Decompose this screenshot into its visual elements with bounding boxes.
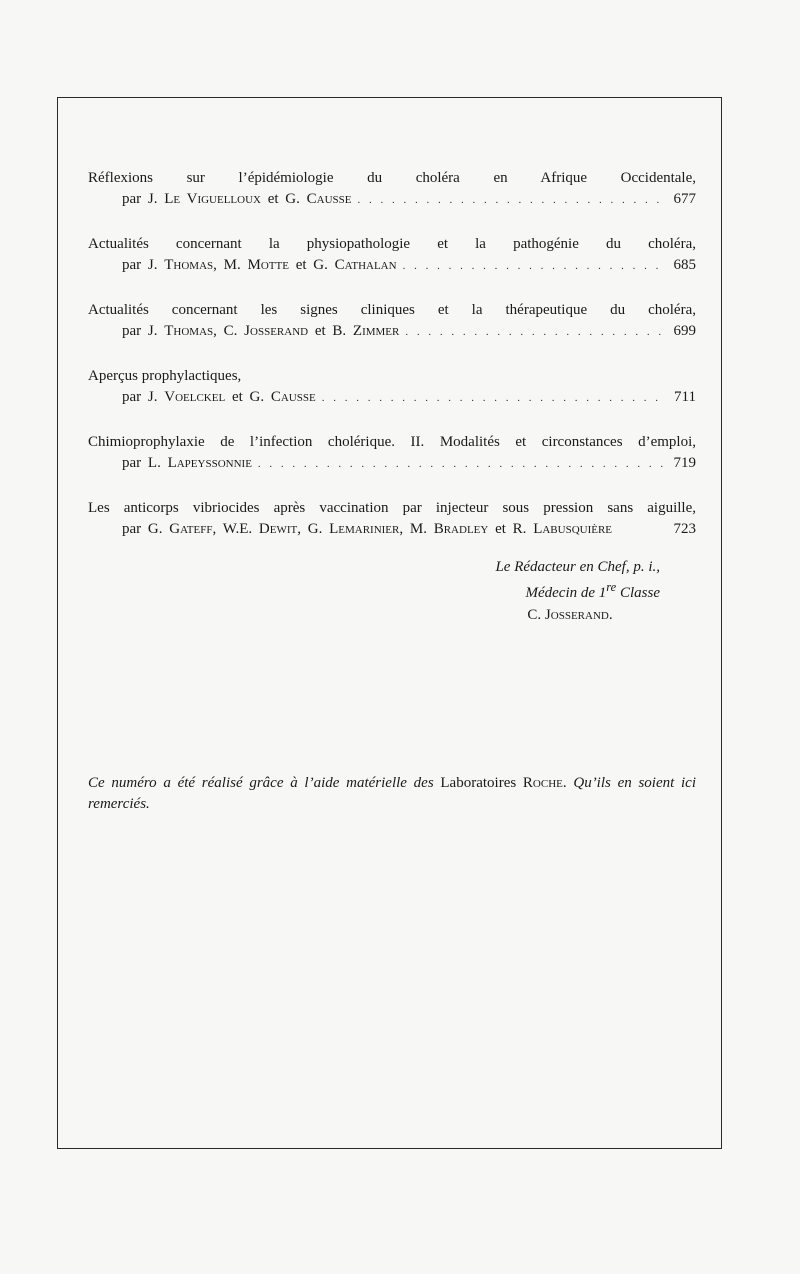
toc-entry xyxy=(88,432,696,475)
toc-entry-title: Actualités concernant la physiopathologie et la pathogénie du choléra, xyxy=(88,236,696,252)
dot-leader xyxy=(322,388,666,409)
toc-entry-byline xyxy=(88,387,696,409)
table-of-contents xyxy=(88,168,696,564)
toc-entry-byline xyxy=(88,321,696,343)
dot-leader xyxy=(358,190,666,211)
toc-entry-authors: par J. Thomas, C. Josserand et B. Zimmer xyxy=(122,323,400,339)
toc-entry-page: 677 xyxy=(673,191,696,207)
toc-entry-byline xyxy=(88,255,696,277)
toc-entry-byline xyxy=(88,453,696,475)
toc-entry-authors: par L. Lapeyssonnie xyxy=(122,455,252,471)
toc-entry-byline xyxy=(88,519,696,541)
toc-entry-title: Chimioprophylaxie de l’infection cholérique. II. Modalités et circonstances d’emploi, xyxy=(88,434,696,450)
editor-signature xyxy=(440,557,660,625)
dot-leader xyxy=(258,454,666,475)
toc-entry-page: 711 xyxy=(674,389,696,405)
toc-entry-title: Réflexions sur l’épidémiologie du choléra en Afrique Occidentale, xyxy=(88,170,696,186)
toc-entry-title: Les anticorps vibriocides après vaccination par injecteur sous pression sans aiguille, xyxy=(88,500,696,516)
toc-entry-byline xyxy=(88,189,696,211)
dot-leader xyxy=(405,322,666,343)
signature-title: Le Rédacteur en Chef, p. i., xyxy=(495,559,660,575)
acknowledgement-note: Ce numéro a été réalisé grâce à l’aide matérielle des Laboratoires Roche. Qu’ils en soient ici remerciés. xyxy=(88,775,696,812)
toc-entry xyxy=(88,300,696,343)
toc-entry-authors: par J. Le Viguelloux et G. Causse xyxy=(122,191,352,207)
toc-entry-title: Actualités concernant les signes cliniques et la thérapeutique du choléra, xyxy=(88,302,696,318)
signature-name: C. Josserand. xyxy=(527,607,613,623)
toc-entry xyxy=(88,498,696,541)
toc-entry-page: 719 xyxy=(673,455,696,471)
signature-rank: Médecin de 1re Classe xyxy=(525,580,660,601)
toc-entry-authors: par J. Thomas, M. Motte et G. Cathalan xyxy=(122,257,397,273)
toc-entry xyxy=(88,366,696,409)
dot-leader xyxy=(403,256,666,277)
toc-entry-page: 699 xyxy=(673,323,696,339)
toc-entry-authors: par G. Gateff, W.E. Dewit, G. Lemarinier, M. Bradley et R. Labusquière xyxy=(122,521,613,537)
toc-entry xyxy=(88,168,696,211)
toc-entry-page: 685 xyxy=(673,257,696,273)
toc-entry-title: Aperçus prophylactiques, xyxy=(88,368,242,384)
toc-entry xyxy=(88,234,696,277)
toc-entry-authors: par J. Voelckel et G. Causse xyxy=(122,389,316,405)
toc-entry-page: 723 xyxy=(673,521,696,537)
